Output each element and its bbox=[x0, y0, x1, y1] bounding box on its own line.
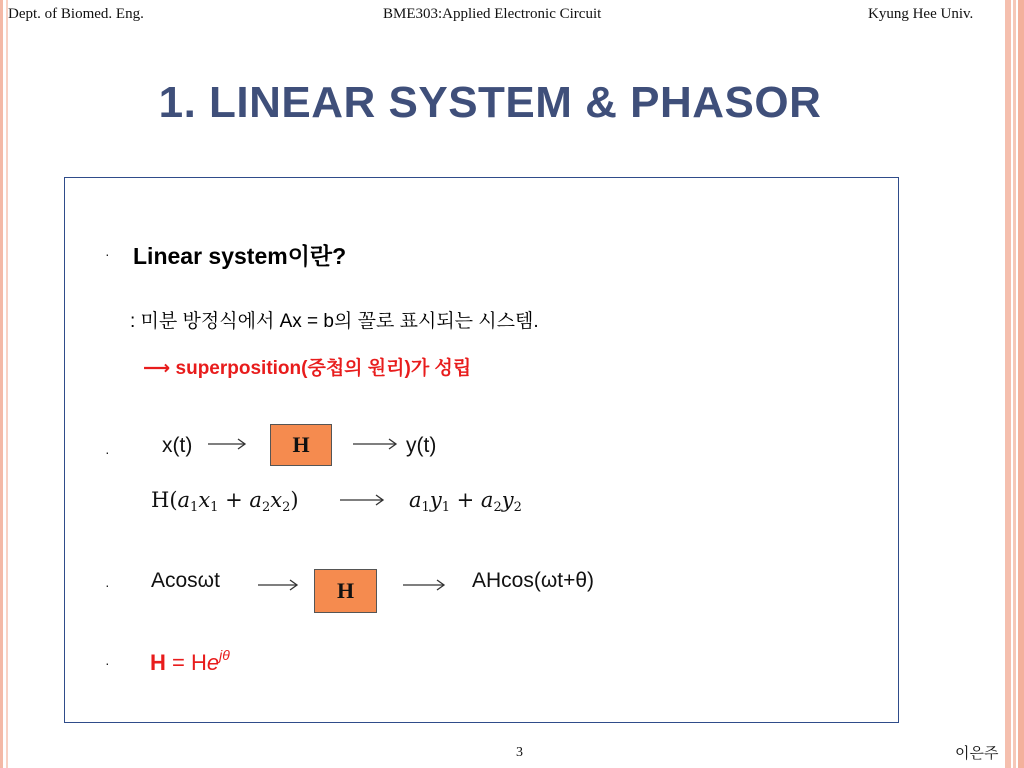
h-exponential-e: e bbox=[206, 650, 220, 675]
output-signal-cos: AHcos(ωt+θ) bbox=[472, 569, 595, 592]
arrow-right-icon bbox=[257, 578, 299, 592]
slide-title: 1. LINEAR SYSTEM & PHASOR bbox=[158, 78, 822, 127]
superposition-note: ⟶ superposition(중첩의 원리)가 성립 bbox=[143, 358, 472, 379]
bullet-marker: · bbox=[105, 246, 110, 262]
eq-plus: + bbox=[218, 488, 250, 512]
system-block-h bbox=[270, 424, 332, 466]
eq-rhs-a1-sub: 1 bbox=[421, 500, 430, 515]
system-block-h bbox=[314, 569, 377, 613]
eq-rhs-y1: y bbox=[429, 488, 442, 512]
output-signal-yt: y(t) bbox=[406, 434, 437, 457]
eq-a1: a bbox=[177, 488, 191, 512]
eq-a2: a bbox=[249, 488, 262, 512]
h-exponent: jθ bbox=[219, 647, 230, 663]
eq-suffix: ) bbox=[290, 488, 299, 512]
eq-a1-sub: 1 bbox=[190, 500, 199, 515]
input-signal-cos: Acosωt bbox=[151, 569, 220, 592]
arrow-right-icon bbox=[352, 437, 398, 451]
eq-x2-sub: 2 bbox=[282, 500, 291, 515]
bullet-marker: · bbox=[105, 444, 110, 460]
arrow-right-icon bbox=[339, 493, 385, 507]
arrow-right-icon bbox=[402, 578, 446, 592]
bullet-marker: · bbox=[105, 577, 110, 593]
linear-system-question: Linear system이란? bbox=[133, 243, 347, 269]
eq-prefix: H( bbox=[151, 488, 178, 512]
right-decor-stripe bbox=[1013, 0, 1016, 768]
arrow-right-icon bbox=[207, 437, 247, 451]
header-department: Dept. of Biomed. Eng. bbox=[8, 6, 144, 22]
header-university: Kyung Hee Univ. bbox=[868, 6, 974, 22]
author-name: 이은주 bbox=[955, 745, 999, 762]
system-block-label: H bbox=[336, 578, 355, 603]
eq-rhs-a1: a bbox=[409, 488, 422, 512]
eq-rhs-y1-sub: 1 bbox=[441, 500, 450, 515]
right-decor-stripe bbox=[1018, 0, 1024, 768]
eq-a2-sub: 2 bbox=[261, 500, 271, 515]
superposition-lhs bbox=[151, 488, 299, 515]
eq-rhs-a2: a bbox=[480, 488, 494, 512]
header-course: BME303:Applied Electronic Circuit bbox=[383, 6, 602, 22]
page-number: 3 bbox=[516, 745, 523, 760]
superposition-rhs bbox=[409, 488, 522, 515]
eq-rhs-y2: y bbox=[501, 488, 514, 512]
eq-rhs-a2-sub: 2 bbox=[493, 500, 502, 515]
h-equals: = bbox=[165, 650, 191, 675]
right-decor-stripe bbox=[1005, 0, 1011, 768]
h-magnitude: H bbox=[190, 650, 207, 675]
system-block-label: H bbox=[292, 432, 310, 457]
bullet-marker: · bbox=[105, 655, 110, 671]
eq-rhs-y2-sub: 2 bbox=[513, 500, 522, 515]
h-bold-symbol: H bbox=[150, 650, 166, 675]
h-definition bbox=[150, 647, 230, 676]
definition-text: : 미분 방정식에서 Ax = b의 꼴로 표시되는 시스템. bbox=[130, 311, 539, 332]
eq-rhs-plus: + bbox=[449, 488, 481, 512]
eq-x2: x bbox=[270, 488, 283, 512]
input-signal-xt: x(t) bbox=[162, 434, 193, 457]
eq-x1: x bbox=[198, 488, 211, 512]
eq-x1-sub: 1 bbox=[210, 500, 219, 515]
